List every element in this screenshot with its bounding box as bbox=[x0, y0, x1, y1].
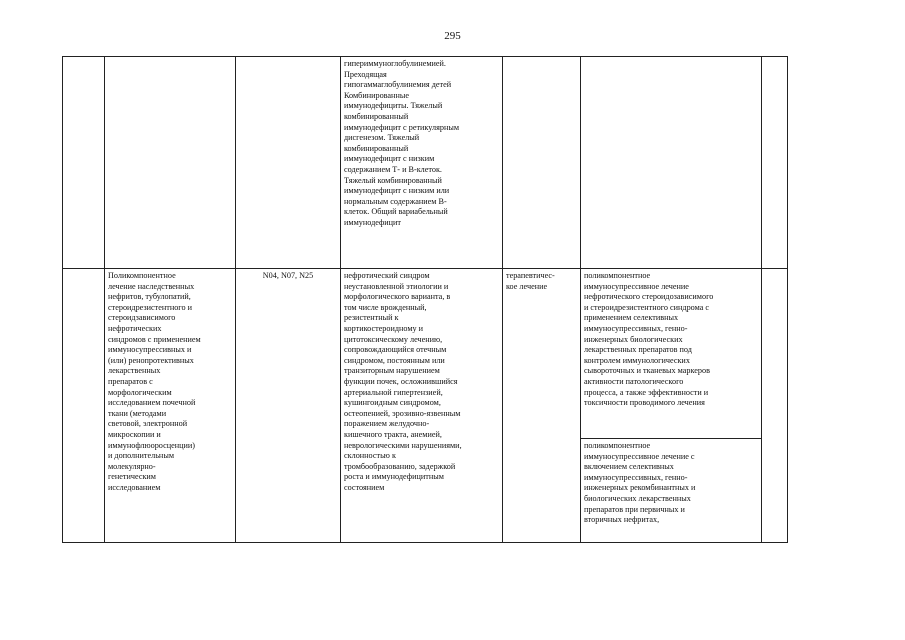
medical-care-table bbox=[62, 56, 788, 543]
page-number: 295 bbox=[444, 30, 461, 42]
cell-name: Поликомпонентное лечение наследственных нефритов, тубулопатий, стероидрезистентного и стероидзависимого нефротических синдромов с применением иммуносупрессивных и (или) ренопротективных лекарственных препаратов с морфологическим исследованием почечной ткани (методами световой, электронной микроскопии и иммунофлюоросценции) и дополнительным молекулярно- генетическим исследованием bbox=[105, 269, 236, 543]
cell-name bbox=[105, 57, 236, 269]
cell-diagnosis: нефротический синдром неустановленной этиологии и морфологического варианта, в том числе врожденный, резистентный к кортикостероидному и цитотоксическому лечению, сопровождающийся отечным синдромом, постоянным или транзиторным нарушением функции почек, осложнившийся артериальной гипертензией, кушингоидным синдромом, остеопенией, эрозивно-язвенным поражением желудочно- кишечного тракта, анемией, неврологическими нарушениями, склонностью к тромбообразованию, задержкой роста и иммунодефицитным состоянием bbox=[341, 269, 503, 543]
cell-method: поликомпонентное иммуносупрессивное лечение с включением селективных иммуносупрессивных, генно- инженерных рекомбинантных и биологических лекарственных препаратов при первичных и вторичных нефритах, bbox=[581, 439, 762, 543]
cell-treatment-type: терапевтичес- кое лечение bbox=[503, 269, 581, 543]
table-row bbox=[63, 57, 788, 269]
cell-codes: N04, N07, N25 bbox=[236, 269, 341, 543]
cell-codes bbox=[236, 57, 341, 269]
table-row bbox=[63, 269, 788, 439]
cell-treatment-type bbox=[503, 57, 581, 269]
cell-number bbox=[63, 57, 105, 269]
cell-cost bbox=[762, 57, 788, 269]
cell-number bbox=[63, 269, 105, 543]
cell-diagnosis: гипериммуноглобулинемией. Преходящая гипогаммаглобулинемия детей Комбинированные иммунодефициты. Тяжелый комбинированный иммунодефицит с ретикулярным дисгенезом. Тяжелый комбинированный иммунодефицит с низким содержанием Т- и В-клеток. Тяжелый комбинированный иммунодефицит с низким или нормальным содержанием В- клеток. Общий вариабельный иммунодефицит bbox=[341, 57, 503, 269]
cell-cost bbox=[762, 269, 788, 543]
cell-method bbox=[581, 57, 762, 269]
cell-method: поликомпонентное иммуносупрессивное лечение нефротического стероидозависимого и стероидрезистентного синдрома с применением селективных иммуносупрессивных, генно- инженерных биологических лекарственных препаратов под контролем иммунологических сывороточных и тканевых маркеров активности патологического процесса, а также эффективности и токсичности проводимого лечения bbox=[581, 269, 762, 439]
